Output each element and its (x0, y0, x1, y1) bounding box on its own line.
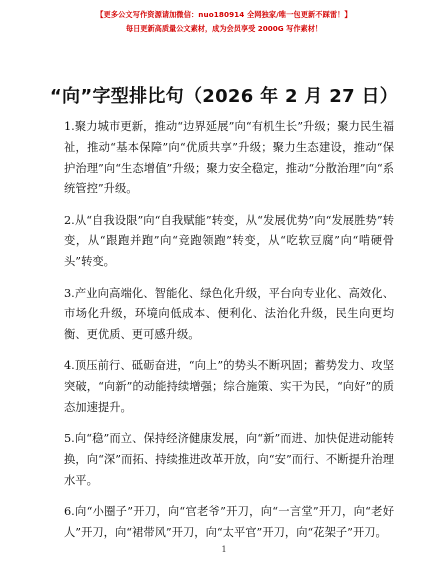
promo-banner-line-2: 每日更新高质量公文素材，成为会员享受 2000G 写作素材！ (125, 24, 323, 33)
paragraph-5: 5.向“稳”而立、保持经济健康发展，向“新”而进、加快促进动能转换，向“深”而拓、持续推进改革开放，向“安”而行、不断提升治理水平。 (64, 432, 394, 487)
paragraph-6: 6.向“小圈子”开刀，向“官老爷”开刀，向“一言堂”开刀，向“老好人”开刀，向“裙带风”开刀，向“太平官”开刀，向“花架子”开刀。 (64, 505, 394, 540)
paragraph-1: 1.聚力城市更新，推动“边界延展”向“有机生长”升级；聚力民生福祉，推动“基本保障”向“优质共享”升级；聚力生态建设，推动“保护治理”向“生态增值”升级；聚力安全稳定，推动“分散治理”向“系统管控”升级。 (64, 120, 394, 196)
promo-banner-line-1: 【更多公文写作资源请加微信：nuo180914 全网独家/唯一包更新不踩雷！】 (96, 10, 352, 19)
paragraph-2: 2.从“自我设限”向“自我赋能”转变，从“发展优势”向“发展胜势”转变，从“跟跑并跑”向“竞跑领跑”转变，从“吃软豆腐”向“啃硬骨头”转变。 (64, 213, 394, 269)
document-body (64, 117, 394, 554)
paragraph-3: 3.产业向高端化、智能化、绿色化升级，平台向专业化、高效化、市场化升级，环境向低成本、便利化、法治化升级，民生向更均衡、更优质、更可感升级。 (64, 286, 394, 342)
paragraph-4: 4.顶压前行、砥砺奋进，“向上”的势头不断巩固；蓄势发力、攻坚突破，“向新”的动能持续增强；综合施策、实干为民，“向好”的质态加速提升。 (64, 359, 394, 415)
document-title: “向”字型排比句（2026 年 2 月 27 日） (49, 86, 399, 107)
promo-banner (0, 8, 448, 36)
page-number: 1 (221, 545, 227, 554)
